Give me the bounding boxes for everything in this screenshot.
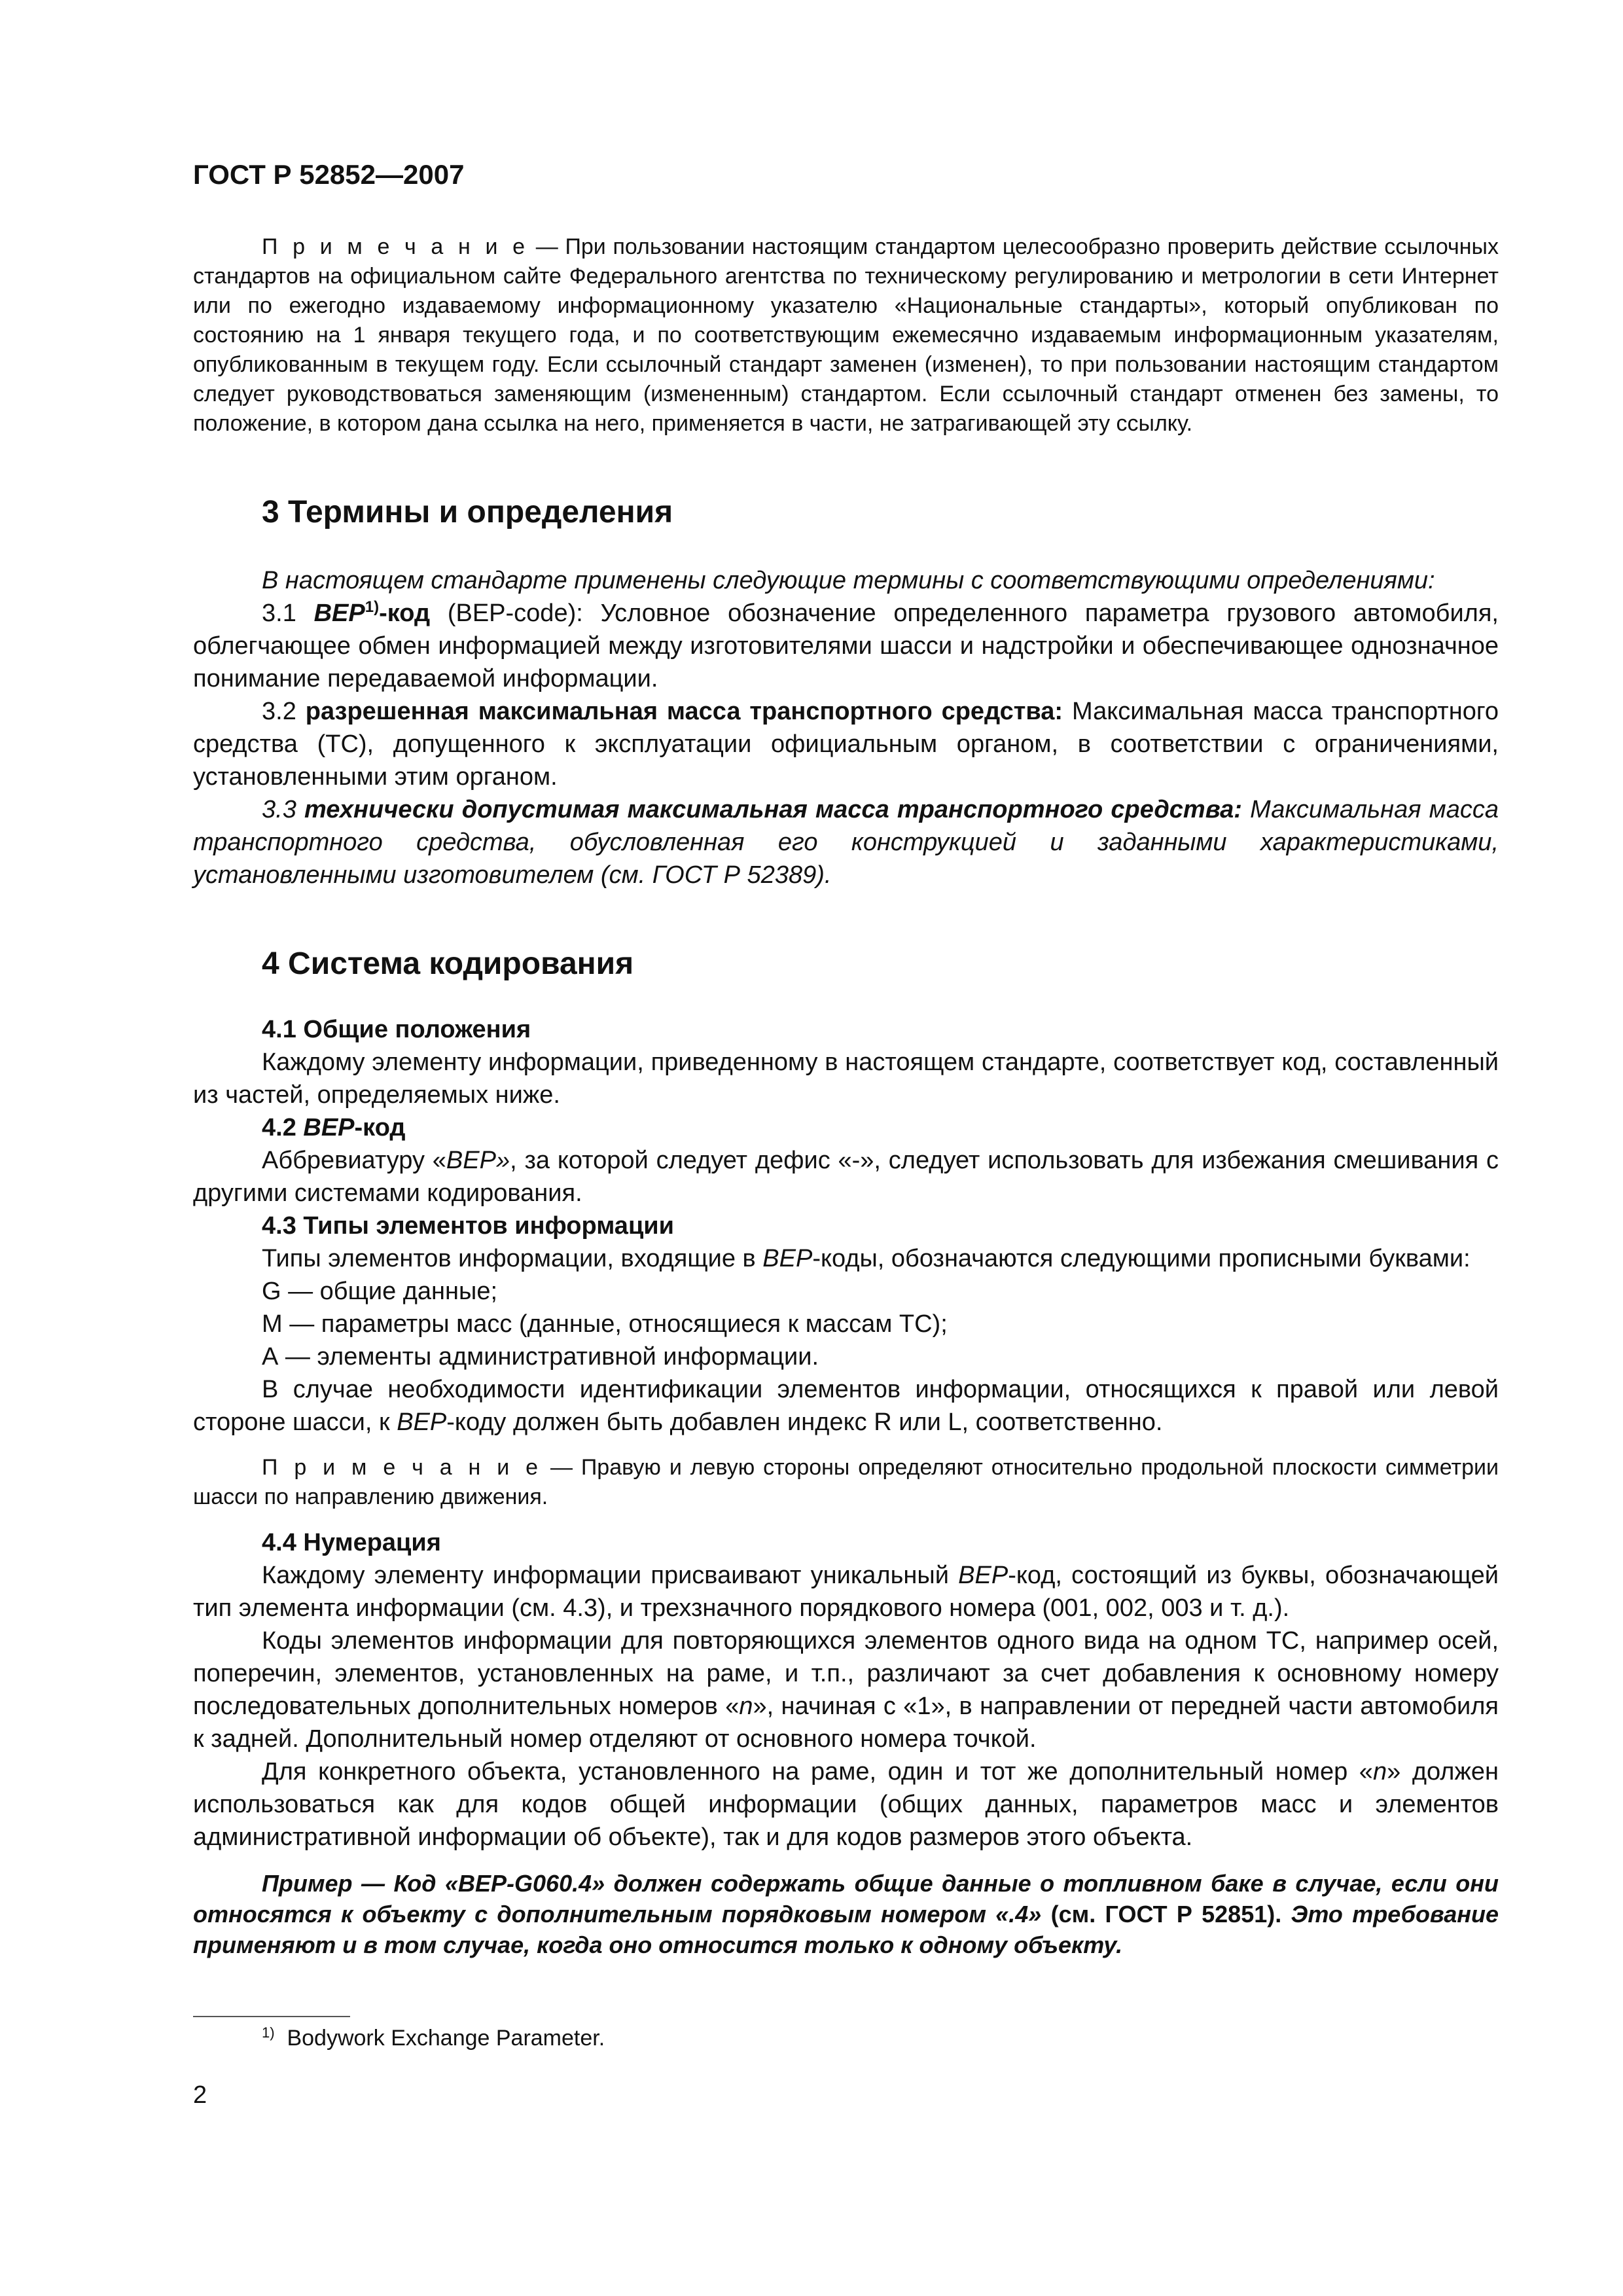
note-sides: П р и м е ч а н и е — Правую и левую стороны определяют относительно продольной плоскости симметрии шасси по направлению движения. xyxy=(193,1455,1499,1509)
footnote-divider xyxy=(193,2016,350,2017)
page-number: 2 xyxy=(193,2081,207,2109)
term-technical-mass: технически допустимая максимальная масса транспортного средства: xyxy=(304,796,1242,823)
term-3-1: 3.1 BEP$^{1)}$-код (BEP-code): Условное обозначение определенного параметра грузового автомобиля, облегчающее обмен информацией между изготовителями шасси и надстройки и обеспечивающее однозначное понимание передаваемой информации. xyxy=(193,598,1499,692)
footnote-marker: 1) xyxy=(262,2024,275,2041)
term-3-2: 3.2 разрешенная максимальная масса транспортного средства: Максимальная масса транспортного средства (ТС), допущенного к эксплуатации официальным органом, в соответствии с ограничениями, установленными этим органом. xyxy=(193,698,1499,791)
section-3-heading: 3 Термины и определения xyxy=(262,495,673,529)
section-4-body xyxy=(193,1013,1499,1960)
subsection-4-3-text: Типы элементов информации, входящие в BEP-коды, обозначаются следующими прописными буквами: xyxy=(262,1245,1471,1272)
note-label: П р и м е ч а н и е xyxy=(262,1455,543,1480)
term-bep: BEP xyxy=(313,600,365,627)
section-4-heading: 4 Система кодирования xyxy=(262,946,634,981)
footnote-text: Bodywork Exchange Parameter. xyxy=(287,2026,605,2051)
numbering-paragraph-2: Коды элементов информации для повторяющихся элементов одного вида на одном ТС, например осей, поперечин, элементов, установленных на раме, и т.п., различают за счет добавления к основному номеру последовательных дополнительных номеров «n», начиная с «1», в направлении от передней части автомобиля к задней. Дополнительный номер отделяют от основного номера точкой. xyxy=(193,1627,1499,1753)
terms-intro: В настоящем стандарте применены следующие термины с соответствующими определениями: xyxy=(262,567,1435,594)
term-permitted-mass: разрешенная максимальная масса транспортного средства: xyxy=(305,698,1063,725)
numbering-paragraph-1: Каждому элементу информации присваивают уникальный BEP-код, состоящий из буквы, обозначающей тип элемента информации (см. 4.3), и трехзначного порядкового номера (001, 002, 003 и т. д.). xyxy=(193,1562,1499,1622)
list-item: G — общие данные; xyxy=(262,1278,498,1305)
note-references xyxy=(193,232,1499,439)
note-label: П р и м е ч а н и е xyxy=(262,234,529,259)
term-3-3: 3.3 технически допустимая максимальная масса транспортного средства: Максимальная масса транспортного средства, обусловленная его конструкцией и заданными характеристиками, установленными изготовителем (см. ГОСТ Р 52389). xyxy=(193,796,1499,889)
list-item: А — элементы административной информации. xyxy=(262,1343,819,1371)
numbering-paragraph-3: Для конкретного объекта, установленного на раме, один и тот же дополнительный номер «n» должен использоваться как для кодов общей информации (общих данных, параметров масс и элементов административной информации об объекте), так и для кодов размеров этого объекта. xyxy=(193,1758,1499,1851)
example-paragraph: Пример — Код «BEP-G060.4» должен содержать общие данные о топливном баке в случае, если они относятся к объекту с дополнительным порядковым номером «.4» (см. ГОСТ Р 52851). Это требование применяют и в том случае, когда оно относится только к одному объекту. xyxy=(193,1870,1499,1958)
section-3-body xyxy=(193,564,1499,891)
footnote-ref: 1) xyxy=(365,598,380,616)
running-header: ГОСТ Р 52852—2007 xyxy=(193,159,465,190)
subsection-4-2-text: Аббревиатуру «BEP», за которой следует дефис «-», следует использовать для избежания смешивания с другими системами кодирования. xyxy=(193,1147,1499,1207)
note-text: — При пользовании настоящим стандартом целесообразно проверить действие ссылочных стандартов на официальном сайте Федерального агентства по техническому регулированию и метрологии в сети Интернет или по ежегодно издаваемому информационному указателю «Национальные стандарты», который опубликован по состоянию на 1 января текущего года, и по соответствующим ежемесячно издаваемым информационным указателям, опубликованным в текущем году. Если ссылочный стандарт заменен (изменен), то при пользовании настоящим стандартом следует руководствоваться заменяющим (измененным) стандартом. Если ссылочный стандарт отменен без замены, то положение, в котором дана ссылка на него, применяется в части, не затрагивающей эту ссылку. xyxy=(193,234,1499,436)
side-index-text: В случае необходимости идентификации элементов информации, относящихся к правой или левой стороне шасси, к BEP-коду должен быть добавлен индекс R или L, соответственно. xyxy=(193,1376,1499,1436)
subsection-4-3-heading: 4.3 Типы элементов информации xyxy=(262,1212,675,1240)
subsection-4-4-heading: 4.4 Нумерация xyxy=(262,1529,441,1556)
subsection-4-1-heading: 4.1 Общие положения xyxy=(262,1016,531,1043)
subsection-4-2-heading: 4.2 BEP-код xyxy=(262,1114,406,1141)
list-item: M — параметры масс (данные, относящиеся к массам ТС); xyxy=(262,1310,948,1338)
subsection-4-1-text: Каждому элементу информации, приведенному в настоящем стандарте, соответствует код, составленный из частей, определяемых ниже. xyxy=(193,1049,1499,1109)
footnote xyxy=(262,2026,605,2051)
